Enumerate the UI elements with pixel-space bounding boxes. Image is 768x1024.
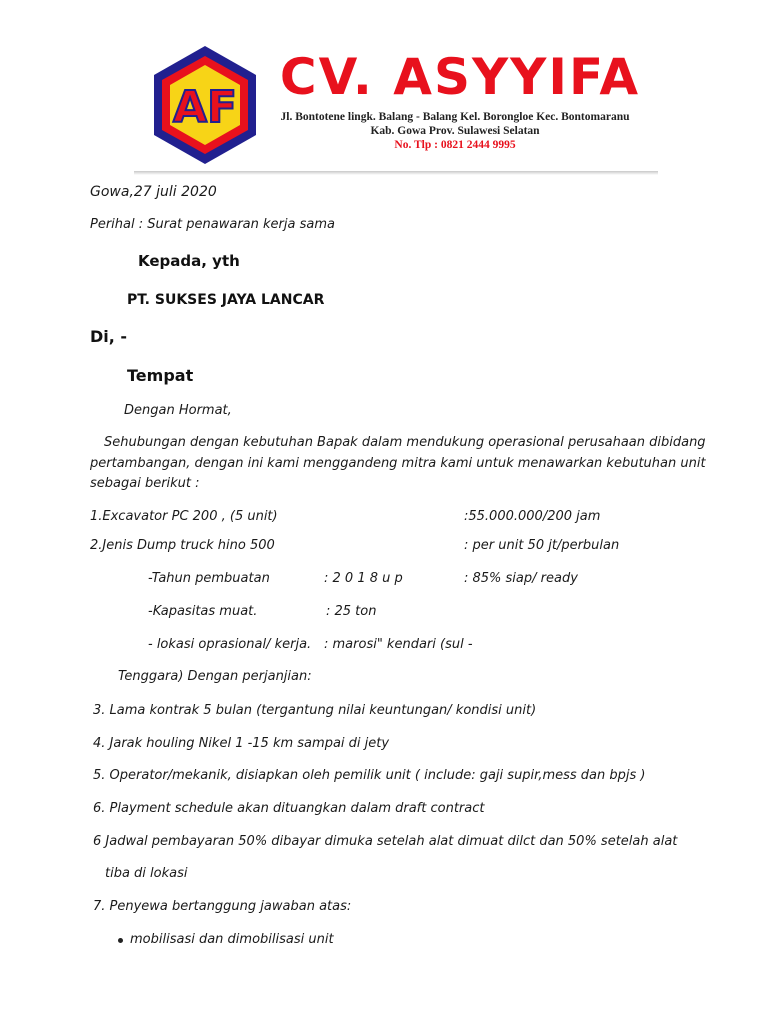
term-6a: 6. Playment schedule akan dituangkan dalam draft contract: [93, 801, 485, 816]
spec-3-label: - lokasi oprasional/ kerja.: [148, 637, 312, 652]
phone-number: No. Tlp : 0821 2444 9995: [394, 139, 516, 151]
intro-line-1: Sehubungan dengan kebutuhan Bapak dalam mendukung operasional perusahaan dibidang: [104, 435, 706, 450]
continuation-line: Tenggara) Dengan perjanjian:: [118, 669, 312, 684]
spec-3-mid: : marosi" kendari (sul -: [324, 637, 473, 652]
bullet-item-1: mobilisasi dan dimobilisasi unit: [130, 932, 334, 947]
spec-1-mid: : 2 0 1 8 u p: [324, 571, 403, 586]
term-6b: 6 Jadwal pembayaran 50% dibayar dimuka setelah alat dimuat dilct dan 50% setelah alat: [93, 834, 678, 849]
logo-text: AF: [172, 82, 238, 133]
item-1-label: 1.Excavator PC 200 , (5 unit): [90, 509, 278, 524]
tempat-label: Tempat: [127, 366, 194, 385]
letter-date: Gowa,27 juli 2020: [90, 184, 217, 200]
di-label: Di, -: [90, 327, 128, 346]
item-1-value: :55.000.000/200 jam: [464, 509, 601, 524]
address-line-2: Kab. Gowa Prov. Sulawesi Selatan: [370, 125, 540, 137]
company-logo: [144, 44, 266, 166]
to-label: Kepada, yth: [138, 252, 240, 270]
intro-line-2: pertambangan, dengan ini kami menggandeng mitra kami untuk menawarkan kebutuhan unit: [90, 456, 706, 471]
term-7: 7. Penyewa bertanggung jawaban atas:: [93, 899, 352, 914]
spec-2-label: -Kapasitas muat.: [148, 604, 258, 619]
term-4: 4. Jarak houling Nikel 1 -15 km sampai di jety: [93, 736, 390, 751]
item-2-label: 2.Jenis Dump truck hino 500: [90, 538, 275, 553]
term-5: 5. Operator/mekanik, disiapkan oleh pemilik unit ( include: gaji supir,mess dan bpjs ): [93, 768, 646, 783]
address-line-1: Jl. Bontotene lingk. Balang - Balang Kel. Borongloe Kec. Bontomaranu: [280, 111, 630, 123]
greeting: Dengan Hormat,: [124, 403, 232, 418]
item-2-value: : per unit 50 jt/perbulan: [464, 538, 620, 553]
letterhead-divider: [134, 171, 658, 175]
intro-line-3: sebagai berikut :: [90, 476, 200, 491]
company-name: CV. ASYYIFA: [279, 48, 641, 106]
recipient-name: PT. SUKSES JAYA LANCAR: [127, 292, 325, 308]
bullet-icon: [118, 938, 123, 943]
spec-2-mid: : 25 ton: [326, 604, 377, 619]
letterhead: [134, 38, 658, 172]
term-6b-continuation: tiba di lokasi: [105, 866, 188, 881]
spec-1-value: : 85% siap/ ready: [464, 571, 578, 586]
letter-subject: Perihal : Surat penawaran kerja sama: [90, 217, 335, 232]
spec-1-label: -Tahun pembuatan: [148, 571, 270, 586]
term-3: 3. Lama kontrak 5 bulan (tergantung nilai keuntungan/ kondisi unit): [93, 703, 537, 718]
